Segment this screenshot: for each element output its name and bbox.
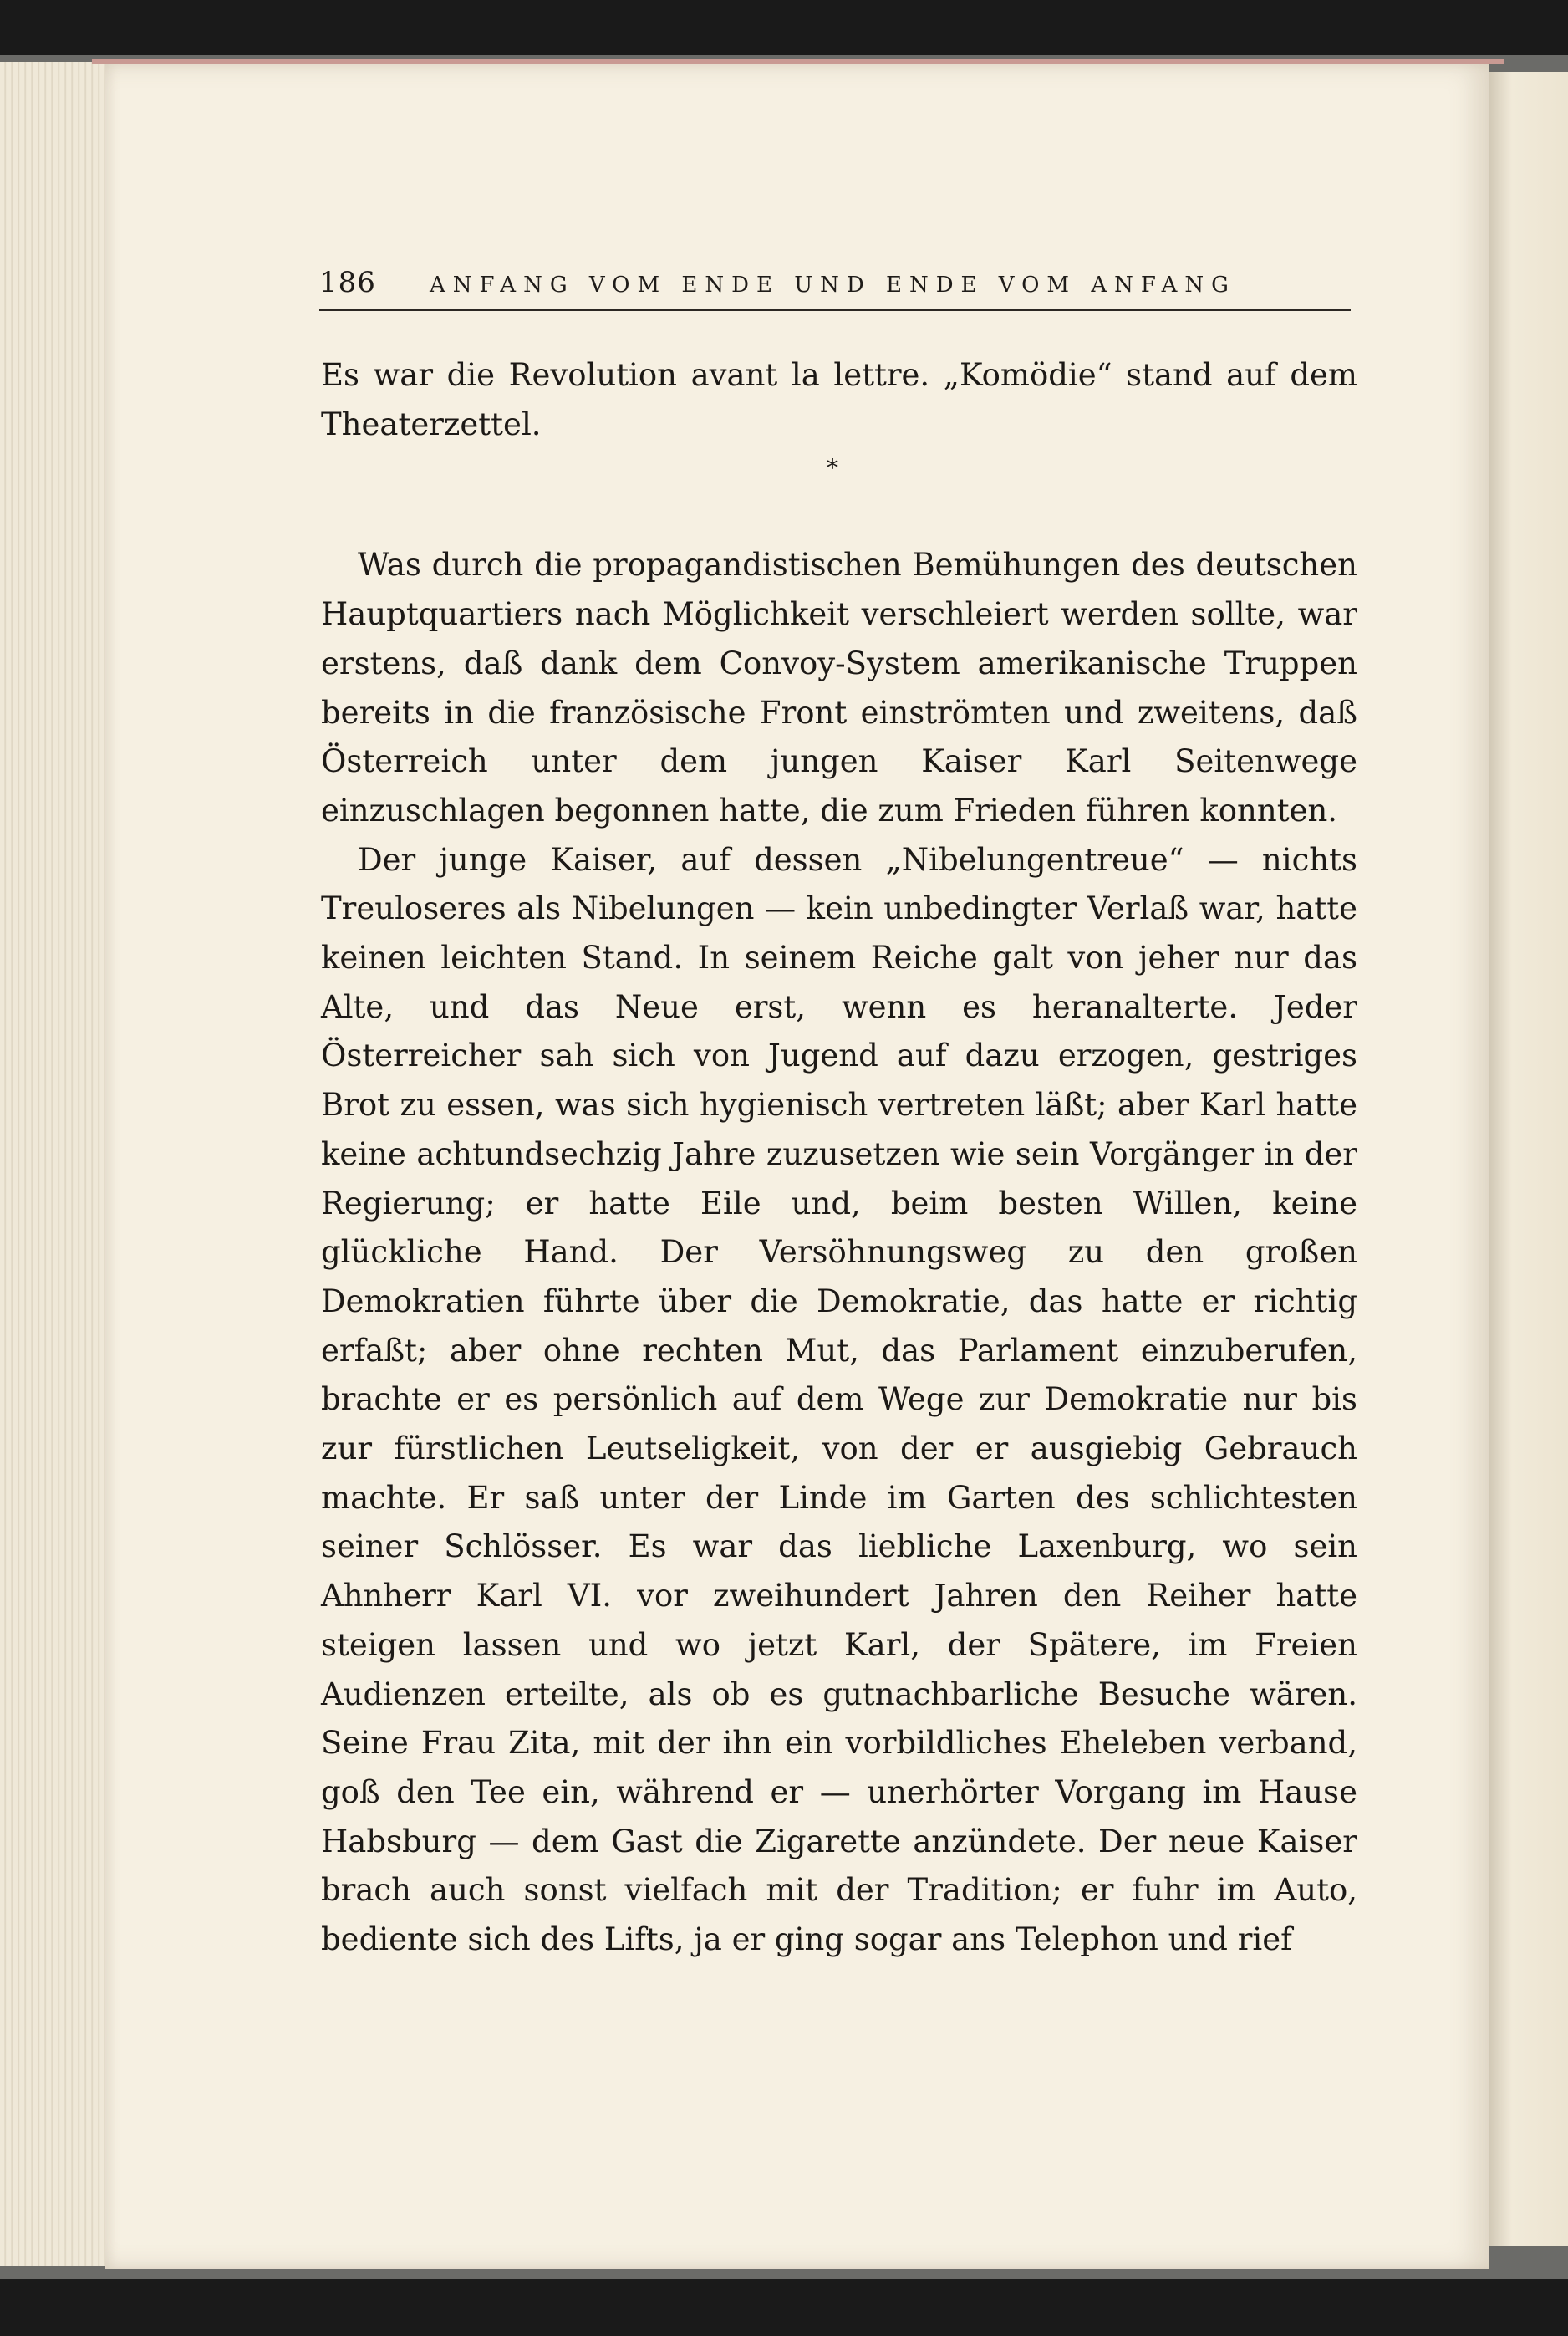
paragraph: Es war die Revolution avant la lettre. „Komödie“ stand auf dem Theaterzettel. [321, 357, 1357, 442]
page-number: 186 [319, 266, 376, 299]
paragraph: Der junge Kaiser, auf dessen „Nibelungentreue“ — nichts Treuloseres als Nibelungen — kein unbedingter Verlaß war, hatte keinen leichten Stand. In seinem Reiche galt von jeher nur das Alte, und das Neue erst, wenn es heranalterte. Jeder Österreicher sah sich von Jugend auf dazu erzogen, gestriges Brot zu essen, was sich hygienisch vertreten läßt; aber Karl hatte keine achtundsechzig Jahre zuzusetzen wie sein Vorgänger in der Regierung; er hatte Eile und, beim besten Willen, keine glückliche Hand. Der Versöhnungsweg zu den großen Demokratien führte über die Demokratie, das hatte er richtig erfaßt; aber ohne rechten Mut, das Parlament einzuberufen, brachte er es persönlich auf dem Wege zur Demokratie nur bis zur fürstlichen Leutseligkeit, von der er ausgiebig Gebrauch machte. Er saß unter der Linde im Garten des schlichtesten seiner Schlösser. Es war das liebliche Laxenburg, wo sein Ahnherr Karl VI. vor zweihundert Jahren den Reiher hatte steigen lassen und wo jetzt Karl, der Spätere, im Freien Audienzen erteilte, als ob es gutnachbarliche Besuche wären. Seine Frau Zita, mit der ihn ein vorbildliches Eheleben verband, goß den Tee ein, während er — unerhörter Vorgang im Hause Habsburg — dem Gast die Zigarette anzündete. Der neue Kaiser brach auch sonst vielfach mit der Tradition; er fuhr im Auto, bediente sich des Lifts, ja er ging sogar ans Telephon und rief [321, 841, 1357, 1958]
running-head [319, 266, 1352, 308]
page-edges-left [0, 62, 110, 2266]
page-edges-right [1488, 72, 1568, 2246]
page-body [321, 351, 1357, 1965]
running-head-title: ANFANG VOM ENDE UND ENDE VOM ANFANG [430, 273, 1236, 298]
running-head-rule [319, 309, 1351, 311]
section-separator [321, 449, 1357, 541]
paragraph: Was durch die propagandistischen Bemühungen des deutschen Hauptquartiers nach Möglichkeit verschleiert werden sollte, war erstens, daß dank dem Convoy-System amerikanische Truppen bereits in die französische Front einströmten und zweitens, daß Österreich unter dem jungen Kaiser Karl Seitenwege einzuschlagen begonnen hatte, die zum Frieden führen konnten. [321, 547, 1357, 829]
separator-asterisk: * [827, 454, 838, 482]
